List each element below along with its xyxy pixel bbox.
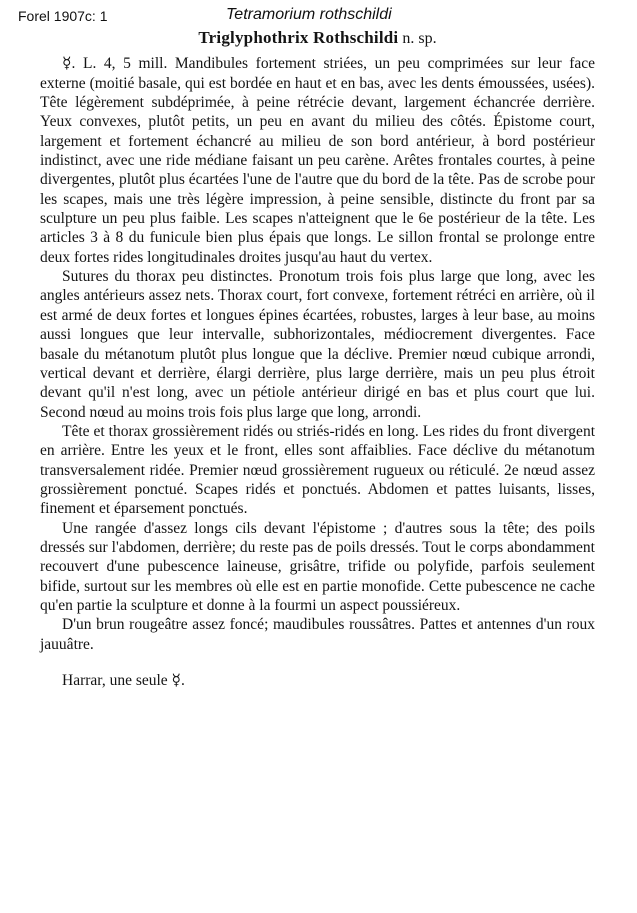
paragraph-locality: Harrar, une seule ☿. [62,672,185,689]
species-title-suffix: n. sp. [398,30,437,47]
paragraph-pilosity-description: Une rangée d'assez longs cils devant l'épistome ; d'autres sous la tête; des poils dressés sur l'abdomen, derrière; du reste pas de poils dressés. Tout le corps abondamment recouvert d'une pubescence laineuse, grisâtre, trifide ou polyfide, parfois seulement bifide, surtout sur les membres où elle est en partie monofide. Cette pubescence ne cache qu'en partie la sculpture et donne à la fourmi un aspect poussiéreux. [40,519,595,614]
species-title [40,28,595,48]
paragraph-thorax-description: Sutures du thorax peu distinctes. Pronotum trois fois plus large que long, avec les angles antérieurs assez nets. Thorax court, fort convexe, fortement rétréci en arrière, où il est armé de deux fortes et longues épines écartées, robustes, larges à leur base, au moins aussi longues que leur intervalle, subhorizontales, médiocrement divergentes. Face basale du métanotum plutôt plus longue que la déclive. Premier nœud cubique arrondi, vertical devant et derrière, élargi derrière, plus large derrière, mais un peu plus étroit devant qu'il n'est long, avec un pétiole antérieur dirigé en bas et plus court que lui. Second nœud au moins trois fois plus large que long, arrondi. [40,268,595,421]
species-label: Tetramorium rothschildi [226,6,392,23]
species-title-name: Triglyphothrix Rothschildi [198,28,399,47]
paragraph-sculpture-description: Tête et thorax grossièrement ridés ou striés-ridés en long. Les rides du front divergent en arrière. Entre les yeux et le front, elles sont affaiblies. Face déclive du métanotum transversalement ridée. Premier nœud grossièrement rugueux ou réticulé. 2e nœud assez grossièrement ponctué. Scapes ridés et ponctués. Abdomen et pattes luisants, lisses, finement et éparsement ponctués. [40,422,595,518]
paragraph-color-description: D'un brun rougeâtre assez foncé; maudibules roussâtres. Pattes et antennes d'un roux jauuâtre. [40,616,595,653]
citation-label: Forel 1907c: 1 [18,8,108,24]
paragraph-head-description: ☿. L. 4, 5 mill. Mandibules fortement striées, un peu comprimées sur leur face externe (moitié basale, qui est bordée en haut et en bas, avec les dents émoussées, usées). Tête légèrement subdéprimée, à peine rétrécie devant, largement échancrée derrière. Yeux convexes, plutôt petits, un peu en avant du milieu des côtés. Épistome court, largement et fortement échancré au milieu de son bord antérieur, à bord postérieur indistinct, avec une ride médiane faisant un peu carène. Arêtes frontales courtes, à peine divergentes, plutôt plus écartées l'une de l'autre que du bord de la tête. Pas de scrobe pour les scapes, mais une très légère impression, à peine sensible, distincte du front par sa sculpture un peu plus faible. Les scapes n'atteignent que le 6e postérieur de la tête. Les articles 3 à 8 du funicule bien plus épais que longs. Le sillon frontal se prolonge entre deux fortes rides longitudinales droites jusqu'au haut du vertex. [40,55,595,266]
document-page [40,28,595,690]
